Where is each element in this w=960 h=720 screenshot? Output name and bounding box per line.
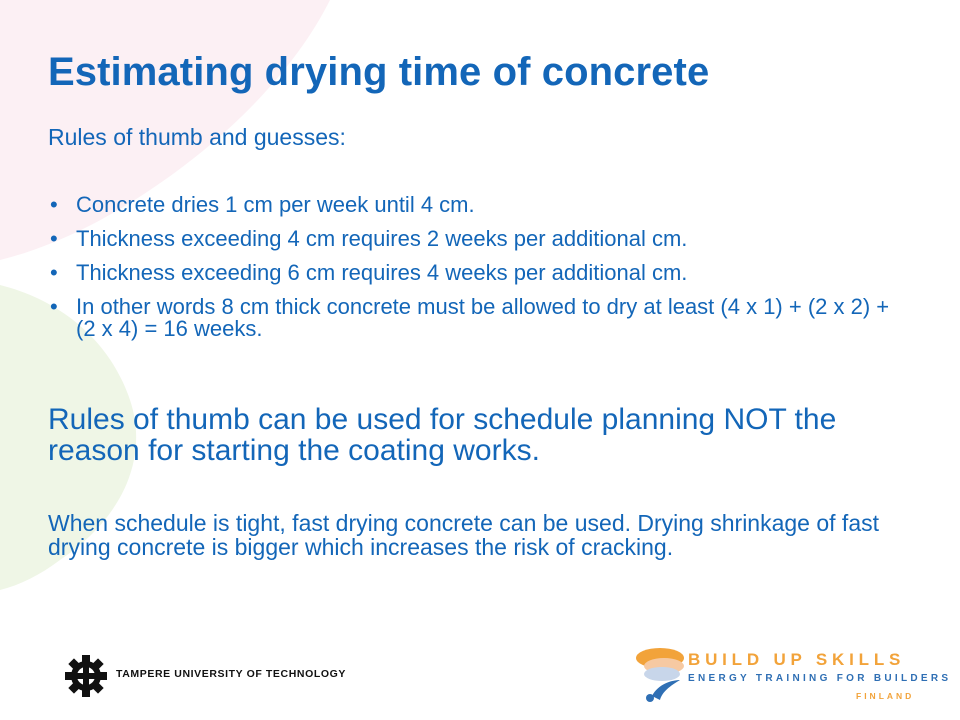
tut-logo xyxy=(64,654,364,698)
program-country: FINLAND xyxy=(856,691,915,701)
build-up-skills-logo xyxy=(632,640,952,706)
bullet-item: • In other words 8 cm thick concrete must be allowed to dry at least (4 x 1) + (2 x 2) + (2 x 4) = 16 weeks. xyxy=(48,296,908,340)
slide-subtitle: Rules of thumb and guesses: xyxy=(48,124,346,150)
program-subtitle: ENERGY TRAINING FOR BUILDERS xyxy=(688,673,952,684)
bullet-item: • Thickness exceeding 4 cm requires 2 weeks per additional cm. xyxy=(48,228,908,250)
university-name: TAMPERE UNIVERSITY OF TECHNOLOGY xyxy=(116,668,346,680)
bullet-item: • Concrete dries 1 cm per week until 4 cm. xyxy=(48,194,908,216)
slide-title: Estimating drying time of concrete xyxy=(48,50,710,94)
gear-logo-icon xyxy=(64,654,108,698)
program-title: BUILD UP SKILLS xyxy=(688,650,906,669)
note-paragraph: When schedule is tight, fast drying concrete can be used. Drying shrinkage of fast drying concrete is bigger which increases the risk of cracking. xyxy=(48,510,879,560)
build-up-skills-mark-icon xyxy=(632,640,688,706)
bullet-list xyxy=(48,194,908,352)
emphasis-statement: Rules of thumb can be used for schedule planning NOT the reason for starting the coating works. xyxy=(48,403,837,467)
bullet-item: • Thickness exceeding 6 cm requires 4 weeks per additional cm. xyxy=(48,262,908,284)
